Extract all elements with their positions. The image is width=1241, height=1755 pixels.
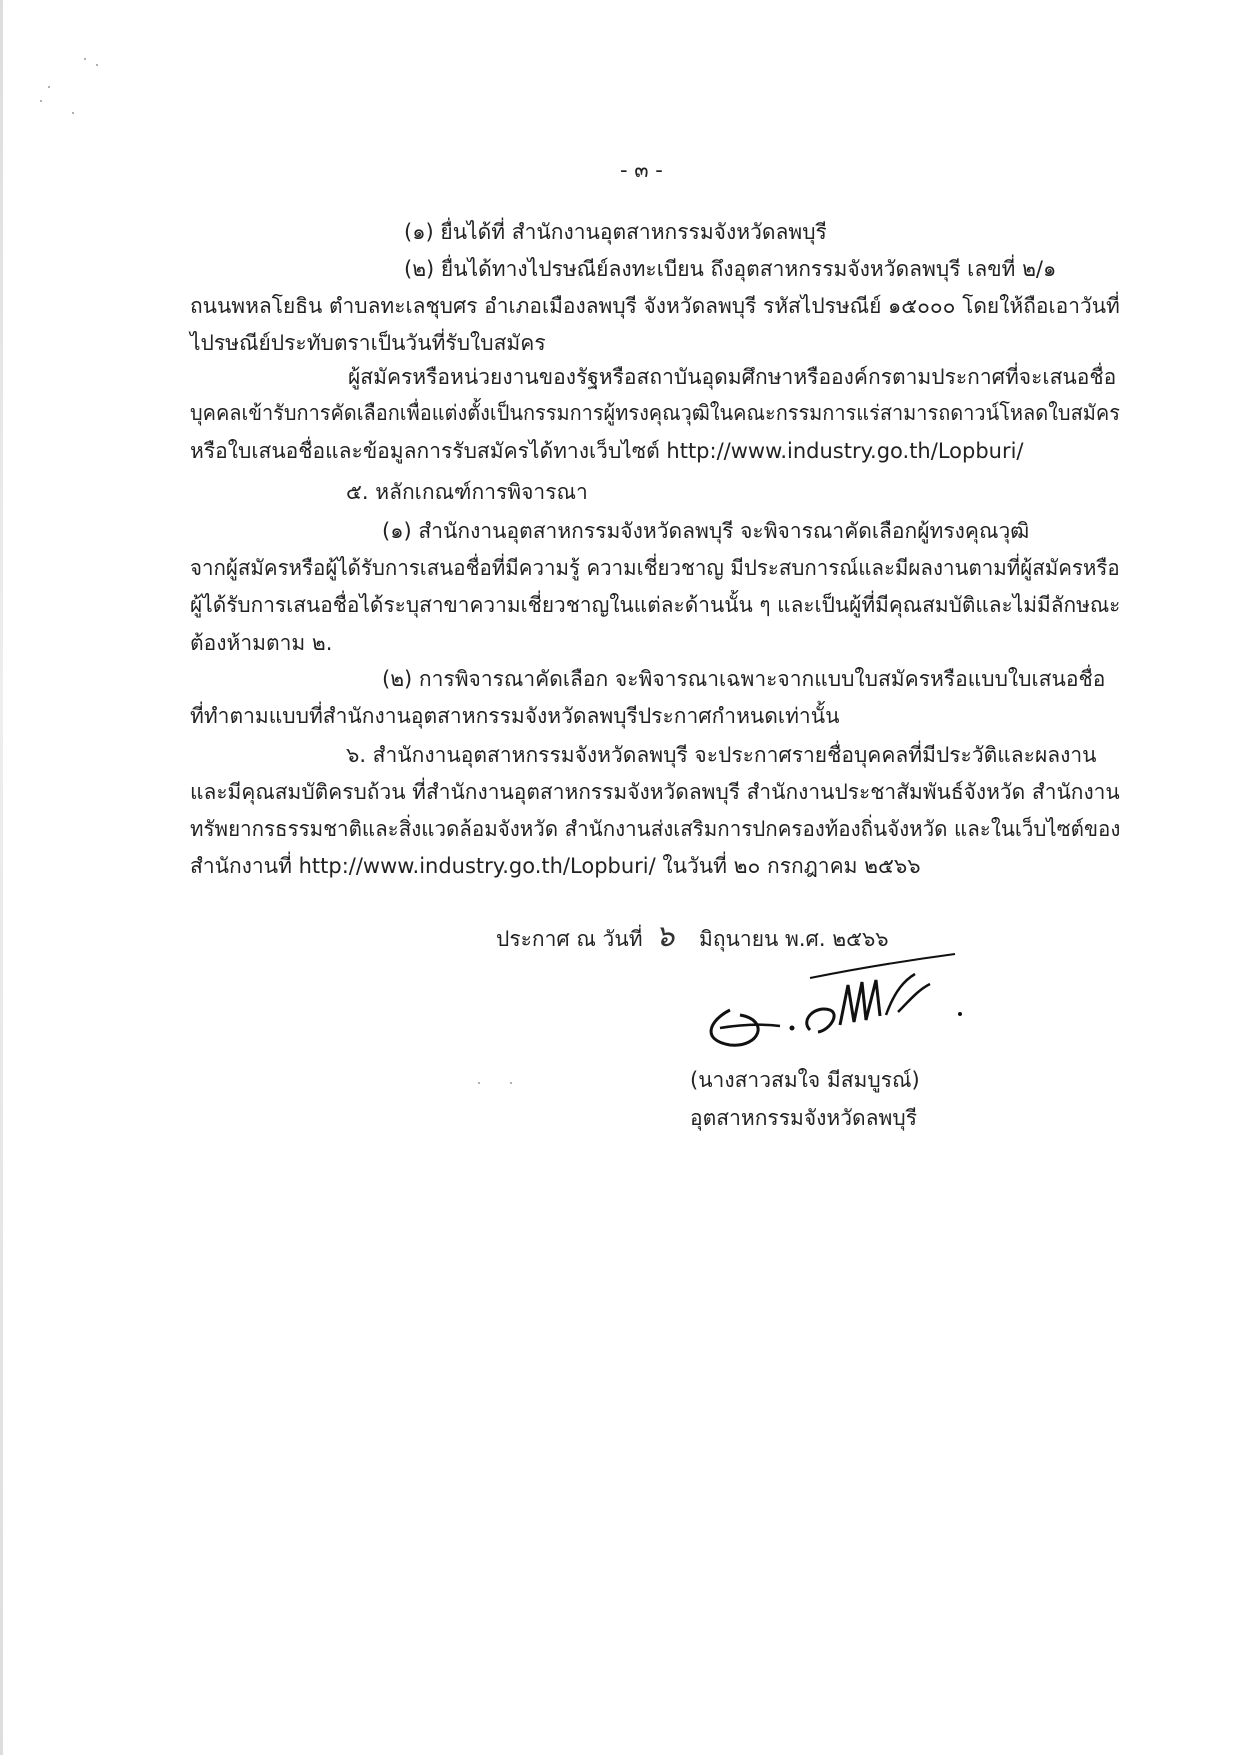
text-line-12: ต้องห้ามตาม ๒.	[190, 631, 333, 655]
signatory-name: (นางสาวสมใจ มีสมบูรณ์)	[690, 1068, 920, 1092]
announce-date	[496, 919, 889, 954]
announce-suffix: มิถุนายน พ.ศ. ๒๕๖๖	[698, 927, 889, 951]
text-line-17: ทรัพยากรธรรมชาติและสิ่งแวดล้อมจังหวัด สำนักงานส่งเสริมการปกครองท้องถิ่นจังหวัด และในเว็บไซต์ของ	[190, 817, 1121, 841]
text-line-11: ผู้ได้รับการเสนอชื่อได้ระบุสาขาความเชี่ยวชาญในแต่ละด้านนั้น ๆ และเป็นผู้ที่มีคุณสมบัติและไม่มีลักษณะ	[190, 593, 1121, 617]
text-line-14: ที่ทำตามแบบที่สำนักงานอุตสาหกรรมจังหวัดลพบุรีประกาศกำหนดเท่านั้น	[190, 704, 840, 728]
text-line-4: ไปรษณีย์ประทับตราเป็นวันที่รับใบสมัคร	[190, 331, 546, 355]
text-line-3: ถนนพหลโยธิน ตำบลทะเลชุบศร อำเภอเมืองลพบุรี จังหวัดลพบุรี รหัสไปรษณีย์ ๑๕๐๐๐ โดยให้ถือเอาวันที่	[190, 294, 1120, 318]
signature	[690, 950, 990, 1060]
page-number: - ๓ -	[620, 158, 663, 182]
signatory-title: อุตสาหกรรมจังหวัดลพบุรี	[690, 1106, 917, 1130]
text-line-10: จากผู้สมัครหรือผู้ได้รับการเสนอชื่อที่มีความรู้ ความเชี่ยวชาญ มีประสบการณ์และมีผลงานตามที่ผู้สมัครหรือ	[190, 556, 1120, 580]
section-heading-6: ๖. สำนักงานอุตสาหกรรมจังหวัดลพบุรี จะประกาศรายชื่อบุคคลที่มีประวัติและผลงาน	[346, 743, 1097, 767]
text-line-5: ผู้สมัครหรือหน่วยงานของรัฐหรือสถาบันอุดมศึกษาหรือองค์กรตามประกาศที่จะเสนอชื่อ	[348, 365, 1117, 389]
announce-day-handwritten: ๖	[655, 919, 675, 954]
scan-edge	[0, 0, 3, 1755]
text-line-13: (๒) การพิจารณาคัดเลือก จะพิจารณาเฉพาะจากแบบใบสมัครหรือแบบใบเสนอชื่อ	[382, 667, 1106, 691]
announce-prefix: ประกาศ ณ วันที่	[496, 927, 643, 951]
text-line-7: หรือใบเสนอชื่อและข้อมูลการรับสมัครได้ทางเว็บไซต์ http://www.industry.go.th/Lopburi/	[190, 439, 1024, 463]
text-line-1: (๑) ยื่นได้ที่ สำนักงานอุตสาหกรรมจังหวัดลพบุรี	[404, 220, 827, 244]
text-line-18: สำนักงานที่ http://www.industry.go.th/Lopburi/ ในวันที่ ๒๐ กรกฎาคม ๒๕๖๖	[190, 854, 921, 878]
section-heading-5: ๕. หลักเกณฑ์การพิจารณา	[346, 480, 588, 504]
text-line-2: (๒) ยื่นได้ทางไปรษณีย์ลงทะเบียน ถึงอุตสาหกรรมจังหวัดลพบุรี เลขที่ ๒/๑	[404, 257, 1057, 281]
text-line-16: และมีคุณสมบัติครบถ้วน ที่สำนักงานอุตสาหกรรมจังหวัดลพบุรี สำนักงานประชาสัมพันธ์จังหวัด สำนักงาน	[190, 780, 1120, 804]
text-line-9: (๑) สำนักงานอุตสาหกรรมจังหวัดลพบุรี จะพิจารณาคัดเลือกผู้ทรงคุณวุฒิ	[382, 519, 1030, 543]
text-line-6: บุคคลเข้ารับการคัดเลือกเพื่อแต่งตั้งเป็นกรรมการผู้ทรงคุณวุฒิในคณะกรรมการแร่สามารถดาวน์โหลดใบสมัคร	[190, 401, 1120, 425]
